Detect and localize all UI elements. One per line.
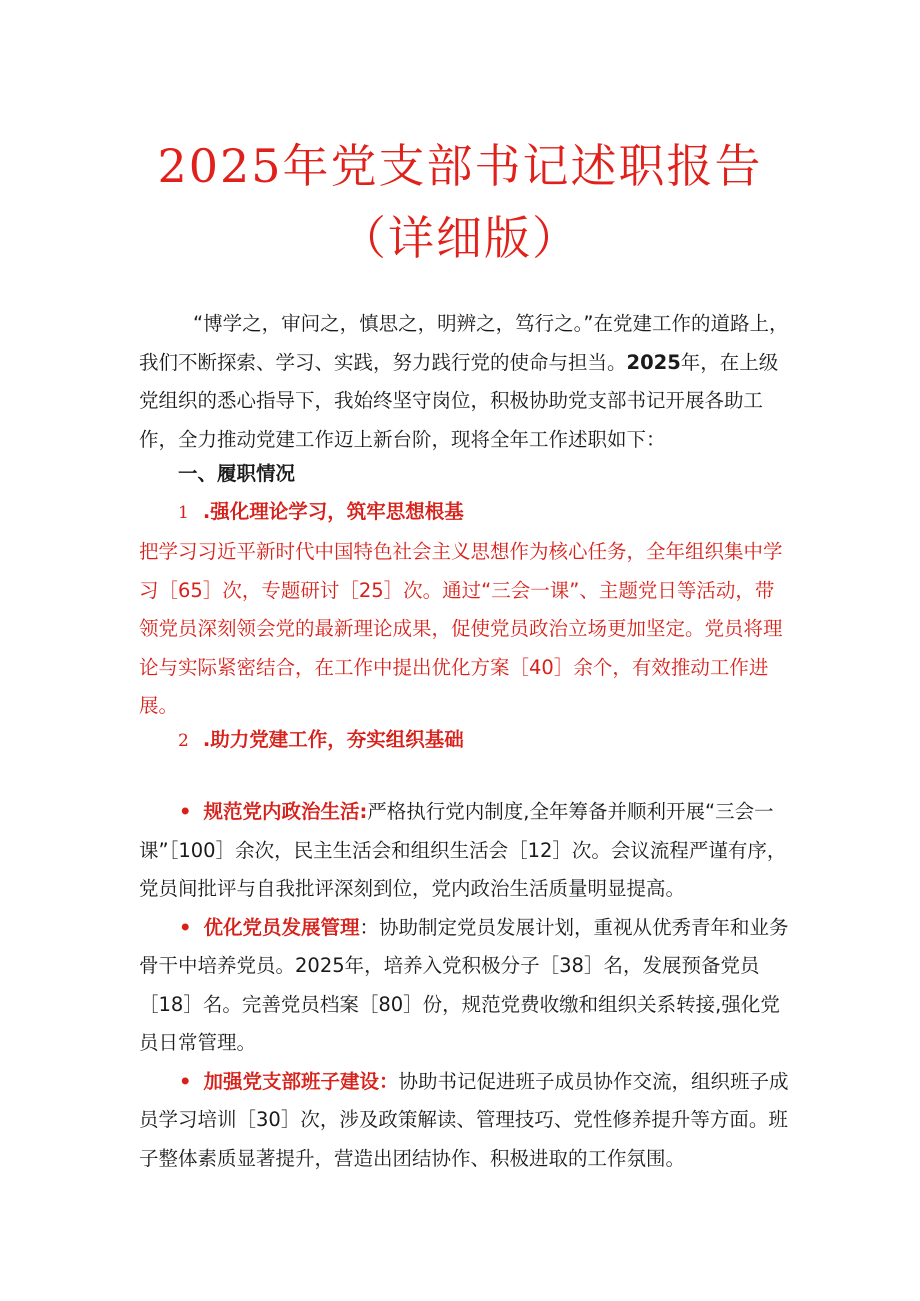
- bullet-label: 加强党支部班子建设：: [203, 1069, 399, 1093]
- bullet-item: [139, 909, 789, 1063]
- intro-text-1: 在党建工作的道路上，我们不断探索、学习、实践，努力践行党的使命与担当。: [139, 312, 789, 374]
- bullet-label: 规范党内政治生活:: [203, 800, 368, 823]
- bullet-text: 协助书记促进班子成员协作交流，组织班子成员学习培训［30］次，涉及政策解读、管理技巧、党性修养提升等方面。班子整体素质显著提升，营造出团结协作、积极进取的工作氛围。: [139, 1069, 789, 1170]
- subsection-1-title: .强化理论学习，筑牢思想根基: [202, 500, 464, 523]
- subsection-2-heading: [178, 724, 464, 752]
- subsection-2-bullets: [139, 793, 789, 1178]
- bullet-item: [139, 793, 789, 909]
- subsection-1-number: 1: [178, 503, 189, 523]
- intro-quote: “博学之，审问之，慎思之，明辨之，笃行之。”: [193, 312, 594, 335]
- document-subtitle: （详细版）: [340, 211, 580, 265]
- section-heading: 一、履职情况: [178, 462, 296, 485]
- subsection-2-number: 2: [178, 731, 189, 751]
- bullet-text: ：协助制定党员发展计划，重视从优秀青年和业务骨干中培养党员。2025年，培养入党积极分子［38］名，发展预备党员［18］名。完善党员档案［80］份，规范党费收缴和组织关系转接,强化党员日常管理。: [139, 915, 789, 1054]
- bullet-icon: •: [179, 800, 192, 823]
- bullet-icon: •: [179, 915, 192, 939]
- intro-paragraph: [139, 305, 789, 459]
- bullet-label: 优化党员发展管理: [203, 915, 360, 939]
- bullet-icon: •: [179, 1069, 192, 1093]
- subsection-2-title: .助力党建工作，夯实组织基础: [202, 728, 464, 751]
- intro-year: 2025: [626, 350, 681, 374]
- subsection-1-paragraph: 把学习习近平新时代中国特色社会主义思想作为核心任务，全年组织集中学习［65］次，专题研讨［25］次。通过“三会一课”、主题党日等活动，带领党员深刻领会党的最新理论成果，促使党员政治立场更加坚定。党员将理论与实际紧密结合，在工作中提出优化方案［40］余个，有效推动工作进展。: [139, 540, 783, 717]
- bullet-item: [139, 1063, 789, 1179]
- intro-text-2: 年，在上级党组织的悉心指导下，我始终坚守岗位，积极协助党支部书记开展各助工作，全力推动党建工作迈上新台阶，现将全年工作述职如下：: [139, 350, 779, 451]
- bullet-text: 严格执行党内制度,全年筹备并顺利开展“三会一课”［100］余次，民主生活会和组织生活会［12］次。会议流程严谨有序，党员间批评与自我批评深刻到位，党内政治生活质量明显提高。: [139, 800, 787, 900]
- document-title: 2025年党支部书记述职报告: [157, 139, 763, 193]
- subsection-1-heading: [178, 496, 464, 524]
